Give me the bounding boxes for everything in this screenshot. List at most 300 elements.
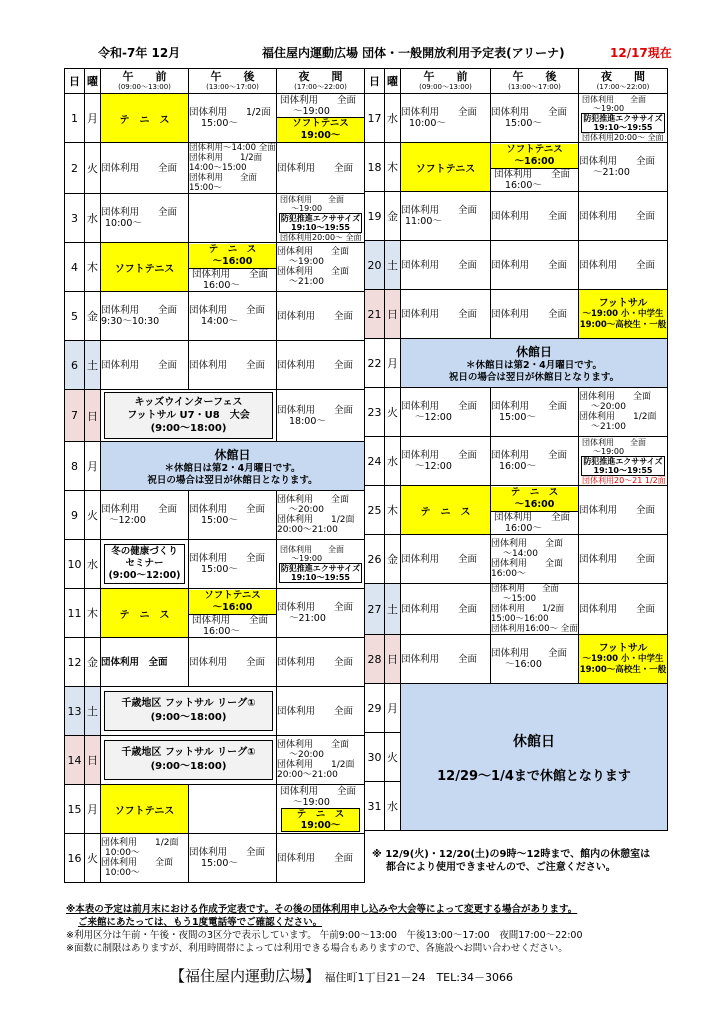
table-row [65, 143, 365, 194]
schedule-cell: 団体利用 全面 [401, 635, 491, 684]
cell-text: 16:00～ [203, 625, 240, 637]
schedule-cell: 団体利用 全面 [579, 241, 668, 290]
cell-text: フットサル [598, 297, 648, 309]
cell-text: ～21:00 [591, 422, 626, 432]
cell-text: 団体利用 全面 [189, 305, 266, 316]
schedule-cell: ソフトテニス [101, 243, 189, 292]
schedule-cell: 23 [365, 388, 385, 437]
table-row [365, 437, 668, 486]
cell-text: 団体利用 全面 [579, 392, 652, 402]
schedule-cell [401, 339, 668, 388]
cell-text: ソフトテニス [506, 143, 563, 155]
cell-text: (9:00～18:00) [150, 423, 227, 434]
cell-text: 都合により使用できませんので、ご注意ください。 [386, 862, 616, 873]
cell-text: フットサル [598, 642, 648, 654]
schedule-cell: 日 [85, 390, 101, 442]
cell-text: ～21:00 [289, 277, 324, 287]
cell-text: 団体利用 全面 [101, 858, 174, 868]
schedule-cell: 火 [385, 733, 401, 782]
table-row [365, 94, 668, 143]
table-row [65, 834, 365, 883]
schedule-cell: 1 [65, 94, 85, 143]
schedule-cell: 団体利用 全面 [491, 192, 579, 241]
cell-text: ～16:00 [212, 255, 253, 267]
schedule-cell: 月 [385, 339, 401, 388]
schedule-cell: 水 [385, 782, 401, 831]
schedule-cell [277, 736, 365, 785]
facility-address: 福住町1丁目21－24 TEL:34－3066 [324, 971, 513, 984]
schedule-cell: 木 [385, 143, 401, 192]
schedule-cell: 4 [65, 243, 85, 292]
cell-text: 団体利用 全面 [189, 847, 266, 858]
footer [170, 965, 513, 986]
schedule-cell: 27 [365, 584, 385, 635]
schedule-cell: 19 [365, 192, 385, 241]
cell-text: 休館日 [513, 733, 555, 750]
cell-text: 団体利用 全面 [491, 648, 568, 659]
schedule-cell: ソフトテニス [401, 143, 491, 192]
cell-text: 団体利用 全面 [101, 207, 178, 218]
cell-text: 団体利用 全面 [401, 205, 478, 216]
schedule-cell: テ ニ ス [101, 94, 189, 143]
schedule-cell: 団体利用 全面 [277, 687, 365, 736]
cell-text: 9:30～10:30 [101, 316, 160, 327]
schedule-cell: 日 [385, 290, 401, 339]
cell-text: ＊休館日は第2・4月曜日です。 [164, 462, 301, 474]
cell-text: 団体利用 全面 [491, 559, 564, 569]
facility-name: 【福住屋内運動広場】 [170, 967, 321, 985]
schedule-cell: 14 [65, 736, 85, 785]
schedule-cell: 木 [85, 243, 101, 292]
cell-text: 10:00～ [105, 218, 142, 229]
cell-text: ～19:00 [291, 554, 323, 563]
schedule-cell: 木 [385, 486, 401, 535]
cell-text: 千歳地区 フットサル リーグ① [121, 747, 256, 758]
cell-text [189, 244, 276, 269]
cell-text: 防犯推進エクササイズ [280, 564, 361, 573]
cell-text: 18:00～ [289, 415, 326, 427]
schedule-cell: 団体利用 全面 [491, 290, 579, 339]
cell-text: 19:00～ [300, 820, 341, 831]
cell-text: 20:00～21:00 [277, 525, 338, 535]
schedule-cell: 月 [385, 684, 401, 733]
schedule-cell: 金 [385, 535, 401, 584]
schedule-cell: 8 [65, 442, 85, 491]
cell-text: 団体利用 全面 [277, 404, 354, 416]
cell-text: ～15:00 [503, 594, 536, 604]
schedule-cell [101, 834, 189, 883]
cell-text: 19:10～19:55 [291, 573, 350, 582]
schedule-cell [189, 94, 277, 143]
cell-text: 11:00～ [405, 216, 442, 227]
col-night: 夜 間 (17:00～22:00) [277, 69, 365, 94]
holiday-notice [372, 848, 650, 874]
cell-text: 団体利用 全面 [401, 450, 478, 461]
cell-text: ～19:00 [593, 446, 625, 456]
note-1: ※本表の予定は前月末における作成予定表です。その後の団体利用申し込みや大会等によって変更する場合があります。 [66, 904, 578, 915]
cell-text: 団体利用～14:00 全面 [189, 143, 276, 153]
cell-text: 団体利用 全面 [491, 584, 560, 594]
cell-text: 夜 間 [601, 69, 645, 83]
schedule-cell: 金 [385, 192, 401, 241]
cell-text: 団体利用 全面 [401, 401, 478, 412]
cell-text: 午 後 [512, 69, 557, 83]
cell-text: 15:00～ [189, 183, 222, 193]
table-row [365, 290, 668, 339]
cell-text: 千歳地区 フットサル リーグ① [121, 698, 256, 709]
cell-text: 団体利用 全面 [189, 504, 266, 515]
schedule-cell: 15 [65, 785, 85, 834]
cell-text: 団体利用 1/2面 [491, 604, 565, 614]
cell-text: 団体利用 全面 [101, 305, 178, 316]
cell-text: 団体利用 全面 [101, 504, 178, 515]
cell-text: 15:00～16:00 [491, 614, 549, 624]
cell-text: 10:00～ [105, 868, 140, 878]
schedule-cell [277, 94, 365, 143]
schedule-cell: 17 [365, 94, 385, 143]
schedule-cell [277, 785, 365, 834]
table-row [65, 491, 365, 540]
schedule-cell [189, 834, 277, 883]
cell-text: 団体利用 全面 [579, 156, 656, 167]
schedule-cell [101, 540, 189, 589]
note-2: ご来館にあたっては、もう1度電話等でご確認ください。 [78, 917, 323, 928]
cell-text: 冬の健康づくり [111, 546, 178, 557]
table-row [65, 638, 365, 687]
cell-text [104, 392, 273, 439]
cell-text [491, 144, 578, 169]
column-header: 午 後 (13:00～17:00) [491, 69, 579, 94]
cell-text: セミナー [125, 558, 164, 569]
cell-text: 16:00～ [505, 522, 542, 534]
cell-text: (9:00～18:00) [150, 712, 227, 723]
schedule-cell [277, 540, 365, 589]
schedule-cell: テ ニ ス [401, 486, 491, 535]
cell-text: フットサル U7・U8 大会 [127, 410, 250, 421]
schedule-cell: 25 [365, 486, 385, 535]
table-row [365, 241, 668, 290]
cell-text: 15:00～ [201, 564, 238, 575]
current-date: 12/17現在 [610, 46, 672, 60]
schedule-cell [101, 292, 189, 341]
cell-text: 団体利用 全面 [277, 740, 350, 750]
cell-text: 団体利用 全面 [277, 247, 350, 257]
cell-text: 団体利用 全面 [280, 194, 344, 204]
table-row [65, 341, 365, 390]
table-row [65, 94, 365, 143]
schedule-cell: 水 [385, 94, 401, 143]
schedule-cell [189, 243, 277, 292]
schedule-right [364, 68, 668, 831]
schedule-cell [189, 540, 277, 589]
cell-text: 団体利用20:00～ 全面 [582, 132, 664, 142]
note-3: ※利用区分は午前・午後・夜間の3区分で表示しています。 午前9:00～13:00 午後13:00～17:00 夜間17:00～22:00 [66, 930, 583, 941]
cell-text: 団体利用 1/2面 [101, 838, 179, 848]
schedule-cell [101, 194, 189, 243]
cell-text: 祝日の場合は翌日が休館日となります。 [448, 371, 620, 383]
cell-text: ※ 12/9(火)・12/20(土)の9時～12時まで、館内の休憩室は [372, 849, 651, 860]
cell-text: 団体利用 全面 [491, 539, 564, 549]
year-end-closure [401, 684, 668, 831]
schedule-cell: 火 [85, 143, 101, 194]
schedule-cell: 団体利用 全面 [401, 290, 491, 339]
cell-text: キッズウインターフェス [134, 397, 243, 408]
cell-text: 団体利用 全面 [280, 545, 344, 554]
cell-text: 16:00～ [491, 569, 526, 579]
schedule-cell [401, 437, 491, 486]
cell-text: ～14:00 [503, 549, 538, 559]
schedule-cell: 12 [65, 638, 85, 687]
table-row [65, 589, 365, 638]
col-am: 午 前 (09:00～13:00) [101, 69, 189, 94]
schedule-cell [401, 388, 491, 437]
schedule-cell: 水 [85, 540, 101, 589]
schedule-cell: 26 [365, 535, 385, 584]
schedule-cell: 日 [385, 635, 401, 684]
cell-text: 午 後 [210, 69, 255, 83]
cell-text: 団体利用 全面 [277, 602, 354, 613]
cell-text: ～19:00 [293, 797, 330, 808]
schedule-cell [277, 491, 365, 540]
cell-text: 団体利用20:00～ 全面 [280, 232, 362, 242]
cell-text: 団体利用 全面 [189, 173, 258, 183]
schedule-cell: 土 [385, 584, 401, 635]
cell-text: ～20:00 [289, 505, 324, 515]
schedule-cell [277, 243, 365, 292]
cell-text: 団体利用 1/2面 [579, 412, 657, 422]
cell-text: ～19:00 [291, 203, 323, 213]
cell-text [281, 808, 360, 832]
schedule-cell: 団体利用 全面 [101, 638, 189, 687]
cell-text: 団体利用 全面 [582, 94, 646, 104]
cell-text: 団体利用 全面 [192, 268, 269, 280]
schedule-cell: 2 [65, 143, 85, 194]
schedule-cell [491, 388, 579, 437]
schedule-cell: 30 [365, 733, 385, 782]
col-pm: 午 後 (13:00～17:00) [189, 69, 277, 94]
cell-text: ～16:00 [514, 155, 555, 167]
schedule-cell: 20 [365, 241, 385, 290]
schedule-cell [277, 589, 365, 638]
table-row [65, 194, 365, 243]
column-header: 曜 [385, 69, 401, 94]
cell-text [279, 563, 362, 583]
cell-text: ～19:00 [289, 257, 324, 267]
schedule-cell [491, 437, 579, 486]
table-row [65, 243, 365, 292]
cell-text: 団体利用 1/2面 [189, 107, 271, 118]
schedule-cell: 団体利用 全面 [277, 292, 365, 341]
cell-text [581, 113, 665, 133]
schedule-cell [189, 194, 277, 243]
schedule-cell [101, 442, 365, 491]
schedule-cell: 団体利用 全面 [277, 341, 365, 390]
cell-text: 休館日 [515, 344, 552, 359]
cell-text: 団体利用 全面 [491, 401, 568, 412]
cell-text: 団体利用 全面 [494, 511, 571, 523]
cell-text: 団体利用 全面 [192, 614, 269, 626]
table-row [65, 785, 365, 834]
schedule-cell [491, 143, 579, 192]
cell-text: ～21:00 [289, 613, 326, 624]
cell-text: 15:00～ [499, 412, 536, 423]
schedule-cell: 土 [85, 687, 101, 736]
schedule-cell [491, 535, 579, 584]
cell-text: テ ニ ス [208, 243, 257, 255]
cell-text: 祝日の場合は翌日が休館日となります。 [147, 474, 318, 486]
cell-text: ソフトテニス [292, 117, 349, 129]
cell-text: ～20:00 [289, 750, 324, 760]
table-row [365, 535, 668, 584]
schedule-cell: 10 [65, 540, 85, 589]
schedule-cell: 団体利用 全面 [579, 584, 668, 635]
schedule-cell: 9 [65, 491, 85, 540]
schedule-cell [277, 194, 365, 243]
schedule-cell: 団体利用 全面 [579, 535, 668, 584]
cell-text: ～12:00 [109, 515, 146, 526]
cell-text: 10:00～ [409, 118, 446, 129]
note-4: ※面数に制限はありますが、利用時間帯によっては利用できる場合もありますので、各施設へお問い合わせください。 [66, 943, 568, 954]
schedule-cell: 木 [85, 589, 101, 638]
schedule-cell [579, 437, 668, 486]
schedule-cell: 6 [65, 341, 85, 390]
cell-text: 19:10～19:55 [593, 465, 653, 475]
schedule-cell: 団体利用 全面 [401, 535, 491, 584]
cell-text: 15:00～ [201, 118, 238, 129]
schedule-cell [189, 589, 277, 638]
cell-text: 15:00～ [201, 858, 238, 869]
cell-text: 19:00～高校生・一般 [579, 664, 667, 675]
cell-text: 団体利用 全面 [277, 267, 350, 277]
cell-text: ＊休館日は第2・4月曜日です。 [466, 359, 602, 371]
cell-text: 防犯推進エクササイズ [583, 456, 663, 466]
column-header: 日 [365, 69, 385, 94]
schedule-cell: 団体利用 全面 [277, 143, 365, 194]
cell-text: (9:00～12:00) [108, 570, 181, 581]
schedule-cell: 21 [365, 290, 385, 339]
cell-text: 15:00～ [201, 515, 238, 526]
table-row [365, 192, 668, 241]
cell-text: 16:00～ [203, 279, 240, 291]
cell-text: 20:00～21:00 [277, 770, 338, 780]
cell-text: ～19:00 小・中学生 [582, 308, 664, 319]
cell-text: ～12:00 [415, 461, 452, 472]
cell-text: 団体利用 全面 [494, 168, 571, 180]
cell-text: 19:00～高校生・一般 [579, 319, 667, 330]
schedule-cell [491, 486, 579, 535]
schedule-cell: 団体利用 全面 [101, 341, 189, 390]
schedule-cell: 団体利用 全面 [101, 143, 189, 194]
cell-text: ～20:00 [591, 402, 626, 412]
schedule-cell [579, 388, 668, 437]
cell-text: 午 前 [423, 69, 468, 83]
schedule-cell [189, 292, 277, 341]
schedule-cell: 月 [85, 785, 101, 834]
cell-text [104, 691, 273, 731]
schedule-cell [491, 94, 579, 143]
cell-text [581, 456, 665, 476]
cell-text: 団体利用 1/2面 [189, 153, 263, 163]
schedule-cell [277, 390, 365, 442]
schedule-cell: 団体利用 全面 [189, 341, 277, 390]
schedule-cell [101, 687, 277, 736]
cell-text: 団体利用 全面 [582, 437, 646, 447]
table-row [65, 442, 365, 491]
schedule-cell: 18 [365, 143, 385, 192]
cell-text: 16:00～ [505, 179, 542, 191]
cell-text: 休館日 [214, 447, 251, 462]
schedule-cell: 月 [85, 442, 101, 491]
schedule-cell: 火 [385, 388, 401, 437]
table-row [365, 486, 668, 535]
cell-text: 防犯推進エクササイズ [280, 213, 361, 223]
schedule-cell: 金 [85, 638, 101, 687]
schedule-left [64, 68, 365, 883]
column-header: 午 前 (09:00～13:00) [401, 69, 491, 94]
schedule-cell: テ ニ ス [101, 589, 189, 638]
cell-text: 団体利用 全面 [277, 495, 350, 505]
cell-text: 団体利用 全面 [280, 94, 357, 106]
table-row [365, 684, 668, 733]
schedule-cell: 金 [85, 292, 101, 341]
schedule-cell [189, 785, 277, 834]
table-row [65, 687, 365, 736]
cell-text: 団体利用 全面 [491, 107, 568, 118]
cell-text: 14:00～ [201, 316, 238, 327]
cell-text: ～19:00 小・中学生 [582, 653, 664, 664]
schedule-cell: 火 [85, 834, 101, 883]
col-dow: 曜 [85, 69, 101, 94]
schedule-cell: 団体利用 全面 [491, 241, 579, 290]
cell-text: テ ニ ス [296, 809, 345, 820]
schedule-cell: 水 [85, 194, 101, 243]
cell-text: 16:00～ [499, 461, 536, 472]
cell-text: 19:10～19:55 [593, 122, 653, 132]
schedule-cell [491, 584, 579, 635]
cell-text: ～21:00 [593, 167, 630, 178]
cell-text: ～19:00 [593, 103, 625, 113]
table-row [365, 635, 668, 684]
cell-text [104, 544, 185, 584]
schedule-cell: 団体利用 全面 [189, 638, 277, 687]
table-row [365, 584, 668, 635]
schedule-cell: 団体利用 全面 [401, 584, 491, 635]
schedule-cell: 16 [65, 834, 85, 883]
table-row [65, 540, 365, 589]
schedule-cell [579, 635, 668, 684]
schedule-cell: 22 [365, 339, 385, 388]
cell-text: 10:00～ [105, 848, 140, 858]
table-row [65, 390, 365, 442]
schedule-cell: 土 [85, 341, 101, 390]
cell-text: 12/29～1/4まで休館となります [437, 768, 631, 784]
cell-text [104, 740, 273, 780]
table-row [65, 292, 365, 341]
cell-text: 団体利用 全面 [189, 553, 266, 564]
cell-text: 防犯推進エクササイズ [583, 113, 663, 123]
cell-text: 19:10～19:55 [291, 222, 350, 232]
cell-text [189, 590, 276, 615]
table-row [365, 143, 668, 192]
schedule-cell: 団体利用 全面 [579, 486, 668, 535]
cell-text: ～16:00 [212, 601, 253, 613]
schedule-cell [189, 491, 277, 540]
schedule-cell: 団体利用 全面 [277, 834, 365, 883]
column-header: 夜 間 (17:00～22:00) [579, 69, 668, 94]
cell-text: 団体利用20～21 1/2面 [582, 475, 666, 485]
cell-text: 団体利用 全面 [401, 107, 478, 118]
cell-text: 午 前 [122, 69, 167, 83]
